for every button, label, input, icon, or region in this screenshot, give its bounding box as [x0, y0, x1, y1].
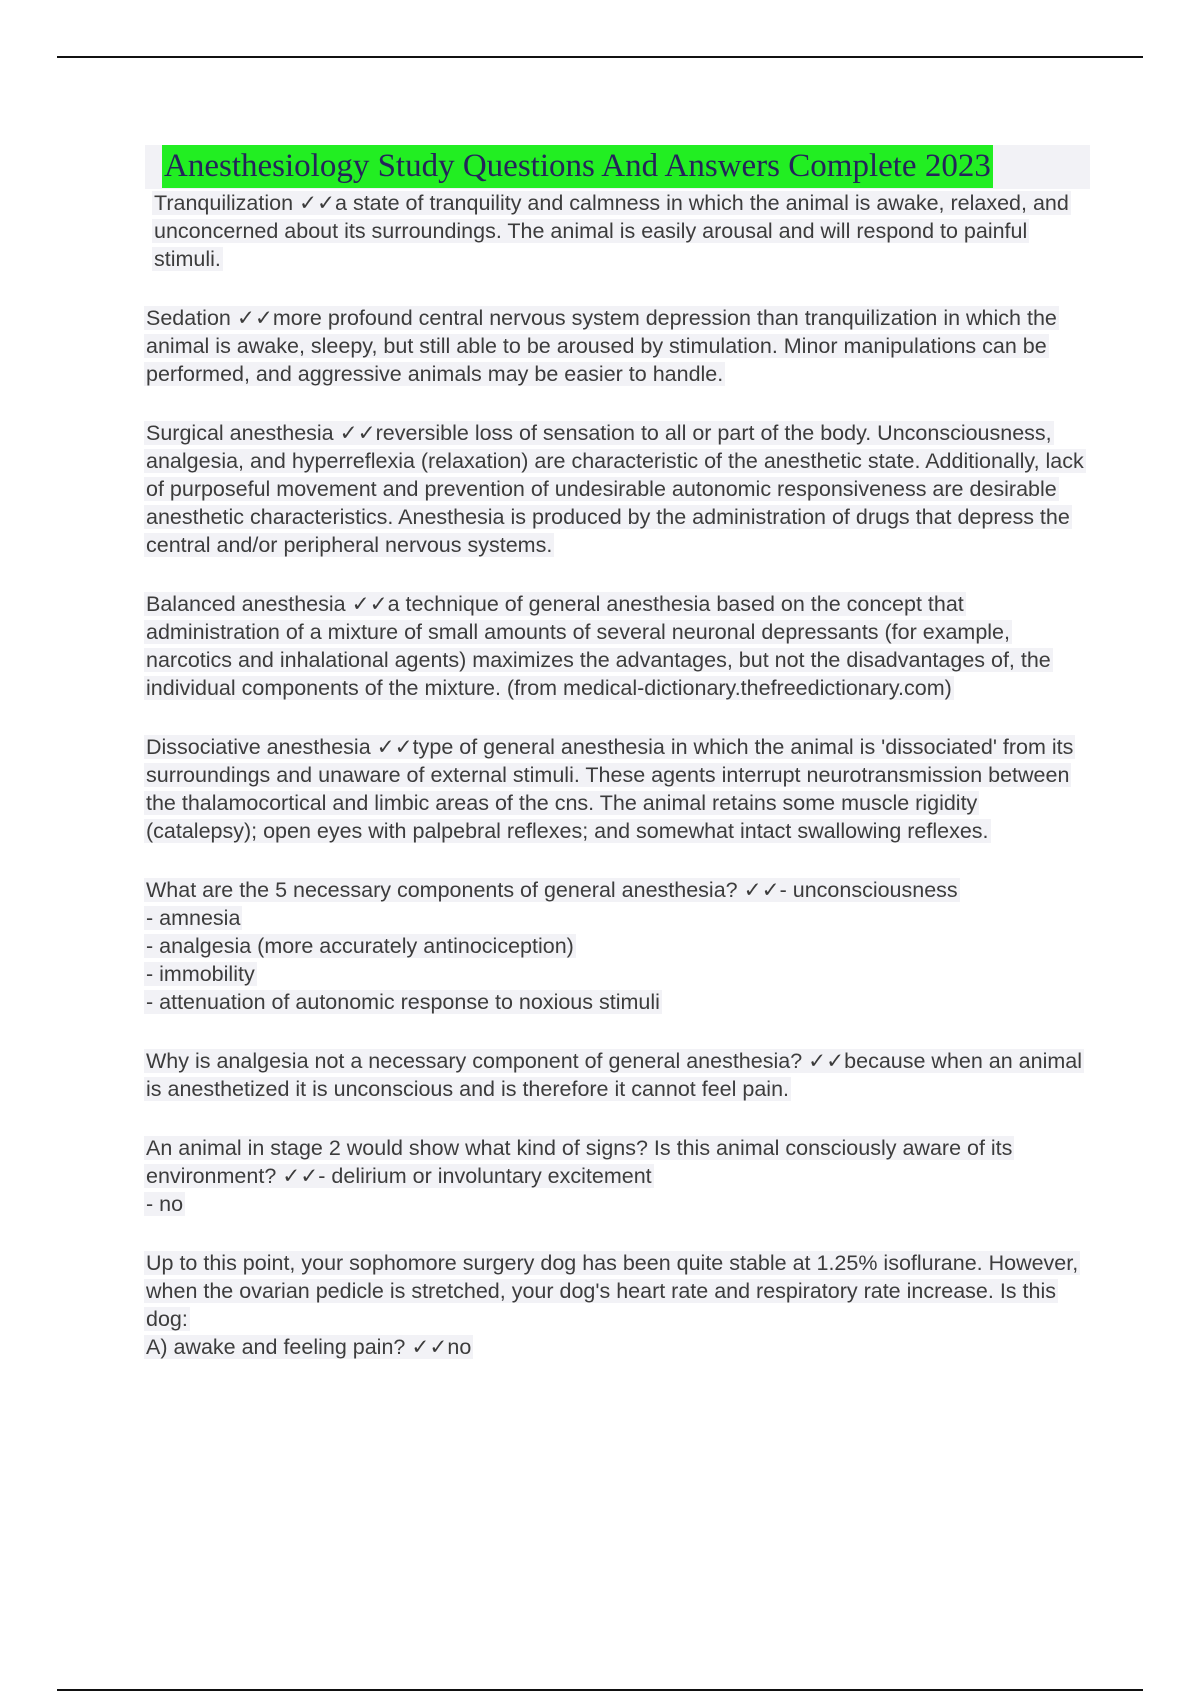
- entry-stage-2: [144, 1134, 1094, 1218]
- entry-dissociative-anesthesia: [144, 733, 1094, 845]
- list-item: - immobility: [146, 962, 255, 986]
- list-item: - amnesia: [146, 906, 241, 930]
- bottom-rule: [57, 1689, 1143, 1691]
- entry-question: An animal in stage 2 would show what kind of signs? Is this animal consciously aware of its environment? ✓✓- delirium or involuntary excitement: [146, 1136, 1013, 1188]
- entry-surgical-anesthesia: [144, 419, 1094, 559]
- entry-text: Tranquilization ✓✓a state of tranquility and calmness in which the animal is awake, relaxed, and unconcerned about its surroundings. The animal is easily arousal and will respond to painful stimuli.: [154, 191, 1069, 271]
- entry-text: Dissociative anesthesia ✓✓type of general anesthesia in which the animal is 'dissociated' from its surroundings and unaware of external stimuli. These agents interrupt neurotransmission between the thalamocortical and limbic areas of the cns. The animal retains some muscle rigidity (catalepsy); open eyes with palpebral reflexes; and somewhat intact swallowing reflexes.: [146, 735, 1074, 843]
- entry-text: Surgical anesthesia ✓✓reversible loss of sensation to all or part of the body. Unconsciousness, analgesia, and hyperreflexia (relaxation) are characteristic of the anesthetic state. Additionally, lack of purposeful movement and prevention of undesirable autonomic responsiveness are desirable anesthetic characteristics. Anesthesia is produced by the administration of drugs that depress the central and/or peripheral nervous systems.: [146, 421, 1084, 557]
- entry-five-components: [144, 876, 1094, 1016]
- document-title: Anesthesiology Study Questions And Answers Complete 2023: [162, 145, 993, 188]
- entry-text: Why is analgesia not a necessary component of general anesthesia? ✓✓because when an animal is anesthetized it is unconscious and is therefore it cannot feel pain.: [146, 1049, 1083, 1101]
- entry-sedation: [144, 304, 1094, 388]
- entry-analgesia: [144, 1047, 1094, 1103]
- entry-text: Up to this point, your sophomore surgery dog has been quite stable at 1.25% isoflurane. However, when the ovarian pedicle is stretched, your dog's heart rate and respiratory rate increase. Is this dog:: [146, 1251, 1079, 1331]
- top-rule: [57, 56, 1143, 58]
- entry-text: Balanced anesthesia ✓✓a technique of general anesthesia based on the concept that administration of a mixture of small amounts of several neuronal depressants (for example, narcotics and inhalational agents) maximizes the advantages, but not the disadvantages of, the individual components of the mixture. (from medical-dictionary.thefreedictionary.com): [146, 592, 1051, 700]
- entry-question: What are the 5 necessary components of general anesthesia? ✓✓- unconsciousness: [146, 878, 958, 902]
- entry-text: Sedation ✓✓more profound central nervous system depression than tranquilization in which the animal is awake, sleepy, but still able to be aroused by stimulation. Minor manipulations can be performed, and aggressive animals may be easier to handle.: [146, 306, 1057, 386]
- entry-tranquilization: [144, 189, 1094, 273]
- list-item: - attenuation of autonomic response to noxious stimuli: [146, 990, 660, 1014]
- entry-balanced-anesthesia: [144, 590, 1094, 702]
- list-item: A) awake and feeling pain? ✓✓no: [146, 1335, 472, 1359]
- list-item: - analgesia (more accurately antinociception): [146, 934, 574, 958]
- list-item: - no: [146, 1192, 184, 1216]
- entry-isoflurane: [144, 1249, 1094, 1361]
- document-body: [144, 189, 1094, 1392]
